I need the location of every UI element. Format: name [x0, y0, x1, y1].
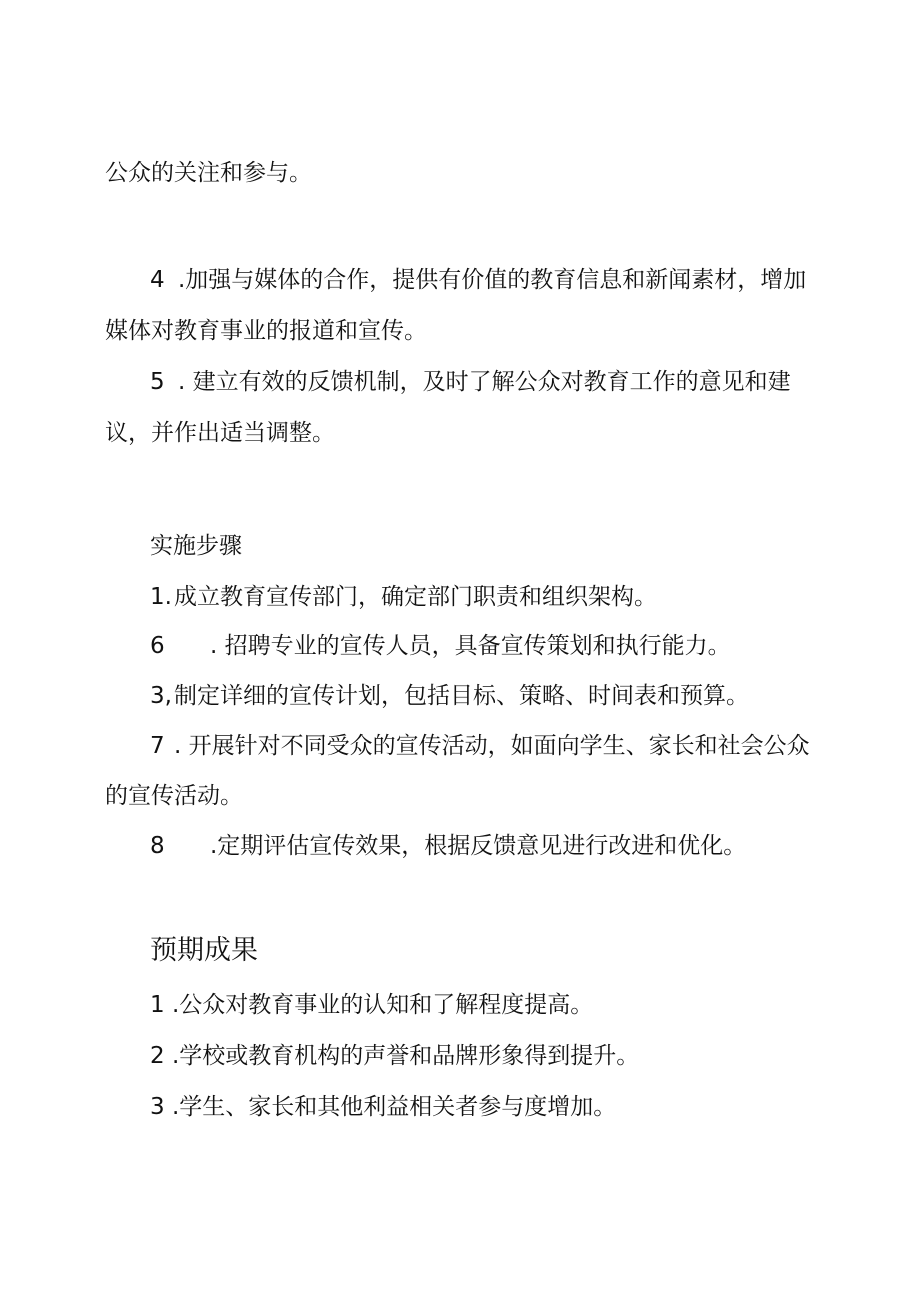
step-number: 6 — [150, 633, 165, 659]
step-number: 8 — [150, 833, 165, 859]
steps-title: 实施步骤 — [150, 533, 242, 559]
step-item — [150, 582, 657, 612]
measure-number: 5 — [150, 369, 165, 395]
measure-item — [150, 265, 806, 295]
step-text: . 开展针对不同受众的宣传活动，如面向学生、家长和社会公众 — [174, 733, 810, 759]
result-number: 2 — [150, 1043, 165, 1069]
measure-continuation: 议，并作出适当调整。 — [105, 420, 335, 446]
measure-item — [150, 367, 791, 397]
step-item — [150, 831, 746, 861]
result-number: 1 — [150, 992, 165, 1018]
result-item — [150, 1041, 639, 1071]
measure-text: . 建立有效的反馈机制，及时了解公众对教育工作的意见和建 — [178, 369, 791, 395]
result-text: .学生、家长和其他利益相关者参与度增加。 — [172, 1094, 617, 1120]
step-text: .定期评估宣传效果，根据反馈意见进行改进和优化。 — [210, 833, 747, 859]
step-number: 7 — [150, 733, 165, 759]
step-continuation: 的宣传活动。 — [105, 783, 243, 809]
step-item — [150, 731, 810, 761]
measure-text: .加强与媒体的合作，提供有价值的教育信息和新闻素材，增加 — [178, 267, 807, 293]
step-number: 1. — [150, 584, 172, 610]
step-number: 3, — [150, 683, 172, 709]
result-number: 3 — [150, 1094, 165, 1120]
measure-continuation: 媒体对教育事业的报道和宣传。 — [105, 318, 427, 344]
results-heading: 预期成果 — [150, 935, 258, 965]
step-text: . 招聘专业的宣传人员，具备宣传策划和执行能力。 — [210, 633, 731, 659]
result-item — [150, 990, 593, 1020]
result-text: .公众对教育事业的认知和了解程度提高。 — [172, 992, 594, 1018]
step-text: 制定详细的宣传计划，包括目标、策略、时间表和预算。 — [174, 683, 749, 709]
step-item — [150, 631, 731, 661]
result-item — [150, 1092, 616, 1122]
step-text: 成立教育宣传部门，确定部门职责和组织架构。 — [174, 584, 657, 610]
measure-number: 4 — [150, 267, 165, 293]
result-text: .学校或教育机构的声誉和品牌形象得到提升。 — [172, 1043, 640, 1069]
step-item — [150, 681, 749, 711]
continuation-text: 公众的关注和参与。 — [105, 160, 312, 186]
